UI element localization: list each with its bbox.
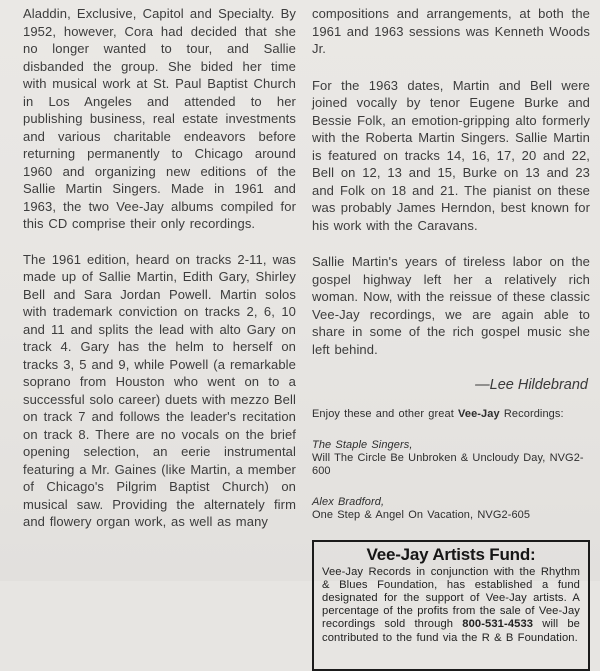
promo-artist-name: The Staple Singers, [312,438,413,451]
right-column [312,5,590,644]
promo-item-staple-singers [312,439,590,478]
fund-body-text: will be contributed to the fund via the R & B Foundation. [322,618,580,644]
paragraph-1963-dates: For the 1963 dates, Martin and Bell were joined vocally by tenor Eugene Burke and Bessie Folk, an emotion-gripping alto formerly with the Roberta Martin Singers. Sallie Martin is featured on tracks 14, 16, 17, 20 and 22, Bell on 12, 13 and 15, Burke on 13 and 23 and Folk on 18 and 21. The pianist on these was probably James Herndon, best known for his work with the Caravans. [312,77,590,233]
artists-fund-box [312,540,590,671]
promo-intro-suffix: Recordings: [499,407,564,420]
fund-phone-number: 800-531-4533 [462,618,534,631]
promo-album-title: One Step & Angel On Vacation, NVG2-605 [312,508,531,521]
promo-intro [312,408,590,421]
promo-artist-name: Alex Bradford, [312,495,385,508]
paragraph-closing: Sallie Martin's years of tireless labor on the gospel highway left her a relatively rich woman. Now, with the reissue of these classic Vee-Jay recordings, we are again able to share in some of the rich gospel music she left behind. [312,254,590,357]
promo-section [312,408,590,522]
promo-item-alex-bradford [312,496,590,522]
paragraph-1961-edition: The 1961 edition, heard on tracks 2-11, was made up of Sallie Martin, Edith Gary, Shirley Bell and Sara Jordan Powell. Martin solos with trademark conviction on tracks 2, 6, 10 and 11 and splits the lead with alto Gary on track 4. Gary has the helm to herself on tracks 3, 5 and 9, while Powell (a remarkable soprano from Houston who went on to a successful solo career) duets with mezzo Bell on track 7 and follows the leader's recitation on track 8. There are no vocals on the brief opening selection, an eerie instrumental featuring a Mr. Gaines (like Martin, a member of Chicago's Pilgrim Baptist Church) on musical saw. Providing the alternately firm and flowery organ work, as well as many [23,251,296,529]
paragraph-labels-history: Aladdin, Exclusive, Capitol and Specialty. By 1952, however, Cora had decided that she no longer wanted to tour, and Sallie disbanded the group. She bided her time with musical work at St. Paul Baptist Church in Los Angeles and attended to her publishing business, real estate investments and various charitable endeavors before returning permanently to Chicago around 1960 and organizing new editions of the Sallie Martin Singers. Made in 1961 and 1963, the two Vee-Jay albums compiled for this CD comprise their only recordings. [23,6,296,231]
fund-box-body [322,566,580,645]
paragraph-kenneth-woods: compositions and arrangements, at both the 1961 and 1963 sessions was Kenneth Woods Jr. [312,6,590,56]
fund-body-text: Vee-Jay Records in conjunction with the Rhythm & Blues Foundation, has established a fund designated for the support of Vee-Jay artists. A percentage of the profits from the sale of Vee-Jay recordings sold through [322,565,580,631]
promo-album-title: Will The Circle Be Unbroken & Uncloudy Day, NVG2-600 [312,451,584,477]
byline: —Lee Hildebrand [475,377,588,393]
promo-intro-prefix: Enjoy these and other great [312,407,459,420]
fund-box-title: Vee-Jay Artists Fund: [366,544,536,564]
promo-brand: Vee-Jay [458,407,500,420]
left-column [23,5,296,581]
